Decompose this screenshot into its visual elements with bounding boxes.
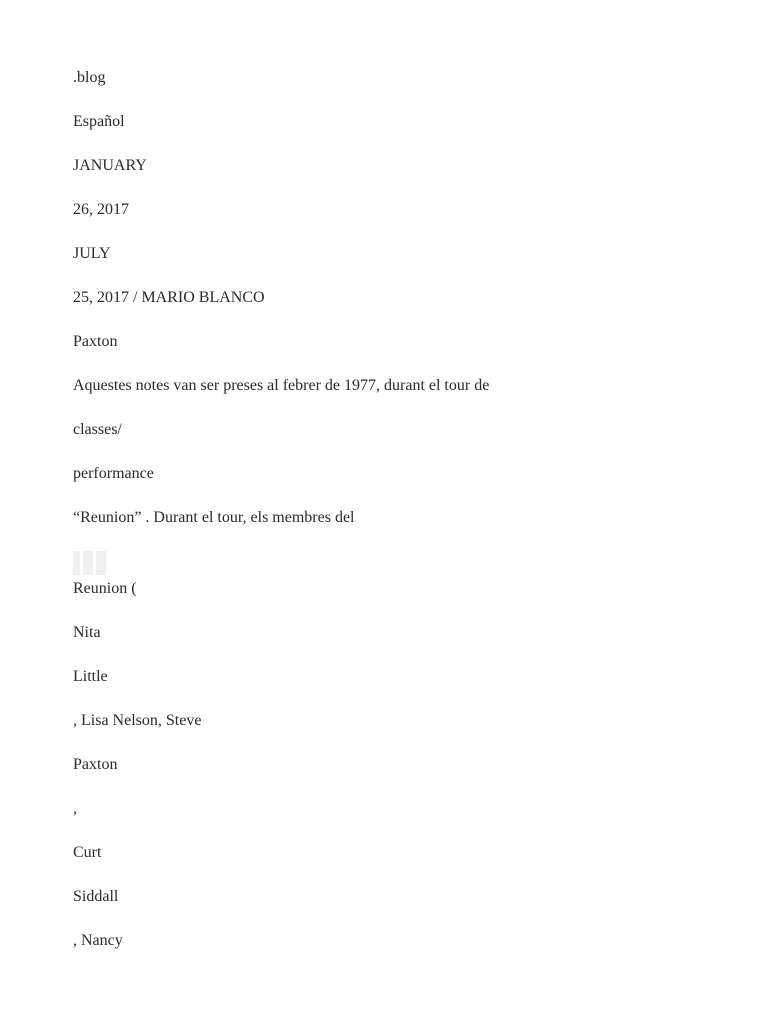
text-line-language: Español (73, 113, 125, 130)
text-line-paragraph-2: classes/ (73, 421, 122, 438)
text-line-paragraph-4: “Reunion” . Durant el tour, els membres del (73, 509, 355, 526)
text-line-nancy: , Nancy (73, 932, 123, 949)
text-line-comma: , (73, 800, 77, 817)
text-line-lisa-steve: , Lisa Nelson, Steve (73, 712, 202, 729)
text-line-month-1: JANUARY (73, 157, 147, 174)
text-line-date-1: 26, 2017 (73, 201, 129, 218)
text-line-paxton: Paxton (73, 756, 118, 773)
text-line-little: Little (73, 668, 108, 685)
text-line-reunion: Reunion ( (73, 580, 137, 597)
text-line-paragraph-1: Aquestes notes van ser preses al febrer de 1977, durant el tour de (73, 377, 490, 394)
text-line-date-author: 25, 2017 / MARIO BLANCO (73, 289, 265, 306)
text-line-nita: Nita (73, 624, 101, 641)
text-line-blog: .blog (73, 69, 106, 86)
text-line-curt: Curt (73, 844, 102, 861)
placeholder-glyph-icon (73, 551, 107, 575)
text-line-paragraph-3: performance (73, 465, 154, 482)
text-line-month-2: JULY (73, 245, 111, 262)
text-line-name: Paxton (73, 333, 118, 350)
text-line-siddall: Siddall (73, 888, 119, 905)
